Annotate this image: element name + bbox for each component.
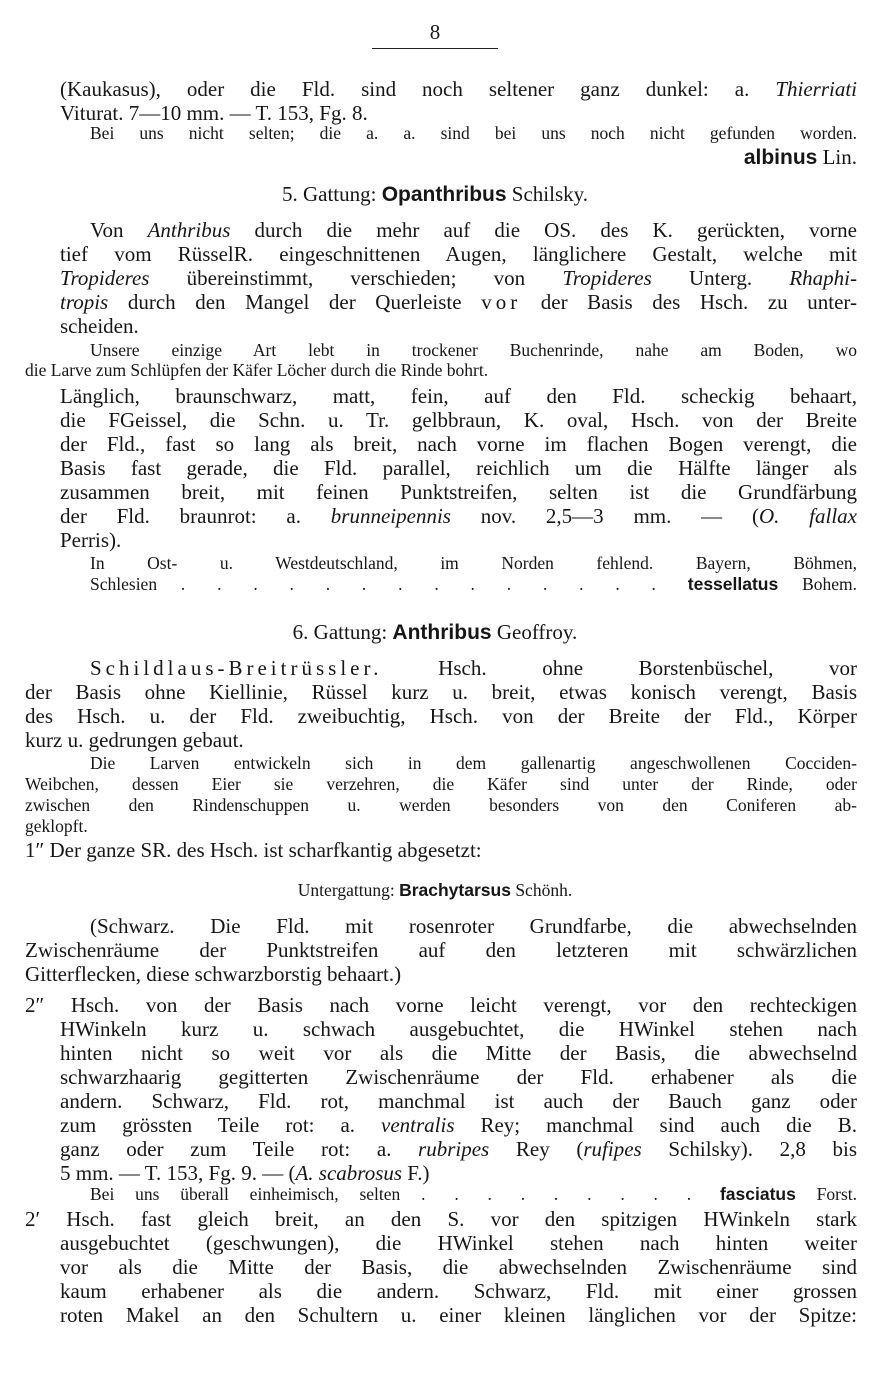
italic-term: ventralis (381, 1113, 455, 1137)
species-name: fasciatus (719, 1184, 796, 1204)
text-line (90, 553, 857, 573)
text-line (25, 680, 857, 704)
species-name: tessellatus (687, 574, 779, 594)
text-line (60, 384, 857, 408)
header-rule (372, 48, 498, 49)
text-segment: 2′ Hsch. fast gleich breit, an den S. vor den spitzigen HWinkeln stark (25, 1207, 857, 1231)
text-segment: (Schwarz. Die Fld. mit rosenroter Grundfarbe, die abwechselnden (90, 914, 857, 938)
text-segment: scheiden. (60, 314, 139, 338)
text-segment: ganz oder zum Teile rot: a. (60, 1137, 419, 1161)
text-segment: 6. Gattung: (292, 620, 393, 644)
text-segment: der Fld., fast so lang als breit, nach vorne im flachen Bogen verengt, die (60, 432, 857, 456)
text-segment: zusammen breit, mit feinen Punktstreifen, selten ist die Grundfärbung (60, 480, 857, 504)
text-line (60, 266, 857, 290)
italic-term: Thierriati (775, 77, 857, 101)
text-line (60, 1303, 857, 1327)
italic-term: rubripes (418, 1137, 490, 1161)
text-line (90, 656, 857, 680)
text-line (0, 880, 870, 900)
text-line (25, 1207, 857, 1231)
italic-term: rufipes (583, 1137, 642, 1161)
text-line (60, 1065, 857, 1089)
italic-term: Anthribus (147, 218, 231, 242)
page-number: 8 (429, 20, 441, 44)
text-line (25, 795, 857, 815)
text-segment: vor als die Mitte der Basis, die abwechselnden Zwischenräume sind (60, 1255, 857, 1279)
text-segment: Schilsky). 2,8 bis (641, 1137, 857, 1161)
text-segment: Unsere einzige Art lebt in trockener Buchenrinde, nahe am Boden, wo (90, 340, 857, 360)
italic-term: O. fallax (758, 504, 857, 528)
text-segment: zwischen den Rindenschuppen u. werden besonders von den Coniferen ab- (25, 795, 857, 815)
text-line (60, 1279, 857, 1303)
text-segment: Weibchen, dessen Eier sie verzehren, die Käfer sind unter der Rinde, oder (25, 774, 857, 794)
text-segment: tief vom RüsselR. eingeschnittenen Augen, länglichere Gestalt, welche mit (60, 242, 857, 266)
text-segment: Unterg. (651, 266, 790, 290)
text-line (60, 1161, 857, 1185)
text-line (25, 962, 857, 986)
text-segment: . . . . . . . . . . . . . . (180, 574, 688, 594)
text-segment: Viturat. 7—10 mm. — T. 153, Fg. 8. (60, 101, 368, 125)
text-segment: andern. Schwarz, Fld. rot, manchmal ist auch der Bauch ganz oder (60, 1089, 857, 1113)
text-segment: kurz u. gedrungen gebaut. (25, 728, 244, 752)
text-line (60, 480, 857, 504)
text-segment: Rey; manchmal sind auch die B. (454, 1113, 857, 1137)
text-segment: der Basis ohne Kiellinie, Rüssel kurz u. breit, etwas konisch verengt, Basis (25, 680, 857, 704)
italic-term: Tropideres (60, 266, 150, 290)
text-segment: HWinkeln kurz u. schwach ausgebuchtet, die HWinkel stehen nach (60, 1017, 857, 1041)
text-line (25, 704, 857, 728)
text-line (0, 182, 870, 207)
text-line (60, 101, 857, 125)
text-segment: Bei uns nicht selten; die a. a. sind bei uns noch nicht gefunden worden. (90, 123, 857, 143)
text-line (90, 218, 857, 242)
text-line (90, 914, 857, 938)
text-line (25, 774, 857, 794)
text-line (60, 1017, 857, 1041)
text-segment: Gitterflecken, diese schwarzborstig behaart.) (25, 962, 402, 986)
text-line (60, 290, 857, 314)
text-line (60, 145, 857, 170)
text-segment: Schilsky. (506, 182, 589, 206)
species-name: Brachytarsus (399, 880, 511, 900)
text-segment: schwarzhaarig gegitterten Zwischenräume der Fld. erhabener als die (60, 1065, 857, 1089)
text-line (60, 456, 857, 480)
text-segment: Schlesien (90, 574, 181, 594)
text-segment: . . . . . . . . . (421, 1184, 720, 1204)
text-segment: der Basis des Hsch. zu unter- (521, 290, 857, 314)
text-segment: übereinstimmt, verschieden; von (149, 266, 563, 290)
text-line (60, 1089, 857, 1113)
text-segment: hinten nicht so weit vor als die Mitte der Basis, die abwechselnd (60, 1041, 857, 1065)
text-line (60, 314, 857, 338)
text-line (25, 938, 857, 962)
text-segment: durch den Mangel der Querleiste (108, 290, 482, 314)
text-line (25, 816, 857, 836)
text-segment: Schönh. (510, 880, 573, 900)
text-segment: Basis fast gerade, die Fld. parallel, reichlich um die Hälfte länger als (60, 456, 857, 480)
text-line (60, 432, 857, 456)
italic-term: brunneipennis (330, 504, 451, 528)
text-line (25, 728, 857, 752)
italic-term: Rhaphi- (789, 266, 857, 290)
species-name: Anthribus (392, 621, 492, 644)
text-segment: In Ost- u. Westdeutschland, im Norden fehlend. Bayern, Böhmen, (90, 553, 857, 573)
italic-term: tropis (60, 290, 109, 314)
text-line (60, 1137, 857, 1161)
text-line (0, 620, 870, 645)
text-segment: Schildlaus-Breitrüssler. (90, 656, 383, 680)
text-segment: nov. 2,5—3 mm. — ( (450, 504, 759, 528)
text-segment: kaum erhabener als die andern. Schwarz, Fld. mit einer grossen (60, 1279, 857, 1303)
text-segment: Forst. (795, 1184, 857, 1204)
text-segment: ausgebuchtet (geschwungen), die HWinkel stehen nach hinten weiter (60, 1231, 857, 1255)
text-segment: die Larve zum Schlüpfen der Käfer Löcher durch die Rinde bohrt. (25, 360, 489, 380)
text-line (60, 1255, 857, 1279)
text-segment: Untergattung: (297, 880, 400, 900)
text-line (90, 1184, 857, 1204)
text-segment: zum grössten Teile rot: a. (60, 1113, 381, 1137)
italic-term: A. scabrosus (295, 1161, 403, 1185)
text-segment: 1″ Der ganze SR. des Hsch. ist scharfkantig abgesetzt: (25, 838, 482, 862)
text-line (60, 242, 857, 266)
text-line (90, 574, 857, 594)
text-line (90, 340, 857, 360)
text-line (60, 1113, 857, 1137)
text-segment: des Hsch. u. der Fld. zweibuchtig, Hsch. von der Breite der Fld., Körper (25, 704, 857, 728)
text-segment: die FGeissel, die Schn. u. Tr. gelbbraun, K. oval, Hsch. von der Breite (60, 408, 857, 432)
text-line (90, 753, 857, 773)
text-segment: (Kaukasus), oder die Fld. sind noch seltener ganz dunkel: a. (60, 77, 776, 101)
text-line (60, 1231, 857, 1255)
text-line (60, 1041, 857, 1065)
text-segment: 2″ Hsch. von der Basis nach vorne leicht verengt, vor den rechteckigen (25, 993, 857, 1017)
text-segment: Bohem. (778, 574, 857, 594)
text-segment: Zwischenräume der Punktstreifen auf den letzteren mit schwärzlichen (25, 938, 857, 962)
species-name: albinus (743, 146, 818, 169)
text-segment: 5 mm. — T. 153, Fg. 9. — ( (60, 1161, 296, 1185)
text-segment: der Fld. braunrot: a. (60, 504, 331, 528)
text-segment: geklopft. (25, 816, 88, 836)
text-line (90, 123, 857, 143)
text-segment: vor (481, 290, 522, 314)
text-segment: Perris). (60, 528, 122, 552)
text-segment: Von (90, 218, 148, 242)
text-segment: 5. Gattung: (281, 182, 382, 206)
text-segment: Die Larven entwickeln sich in dem gallenartig angeschwollenen Cocciden- (90, 753, 857, 773)
text-line (60, 528, 857, 552)
species-name: Opanthribus (381, 183, 507, 206)
text-segment: Hsch. ohne Borstenbüschel, vor (382, 656, 857, 680)
text-segment: Geoffroy. (491, 620, 578, 644)
text-line (25, 993, 857, 1017)
text-segment: durch die mehr auf die OS. des K. gerückten, vorne (230, 218, 857, 242)
text-line (60, 408, 857, 432)
text-line (25, 838, 857, 862)
text-segment: Bei uns überall einheimisch, selten (90, 1184, 422, 1204)
text-segment: Rey ( (489, 1137, 584, 1161)
text-segment: roten Makel an den Schultern u. einer kleinen länglichen vor der Spitze: (60, 1303, 857, 1327)
text-line (60, 504, 857, 528)
text-line (60, 77, 857, 101)
text-segment: Länglich, braunschwarz, matt, fein, auf den Fld. scheckig behaart, (60, 384, 857, 408)
text-segment: Lin. (817, 145, 857, 169)
italic-term: Tropideres (562, 266, 652, 290)
text-line (25, 360, 857, 380)
text-segment: F.) (402, 1161, 430, 1185)
